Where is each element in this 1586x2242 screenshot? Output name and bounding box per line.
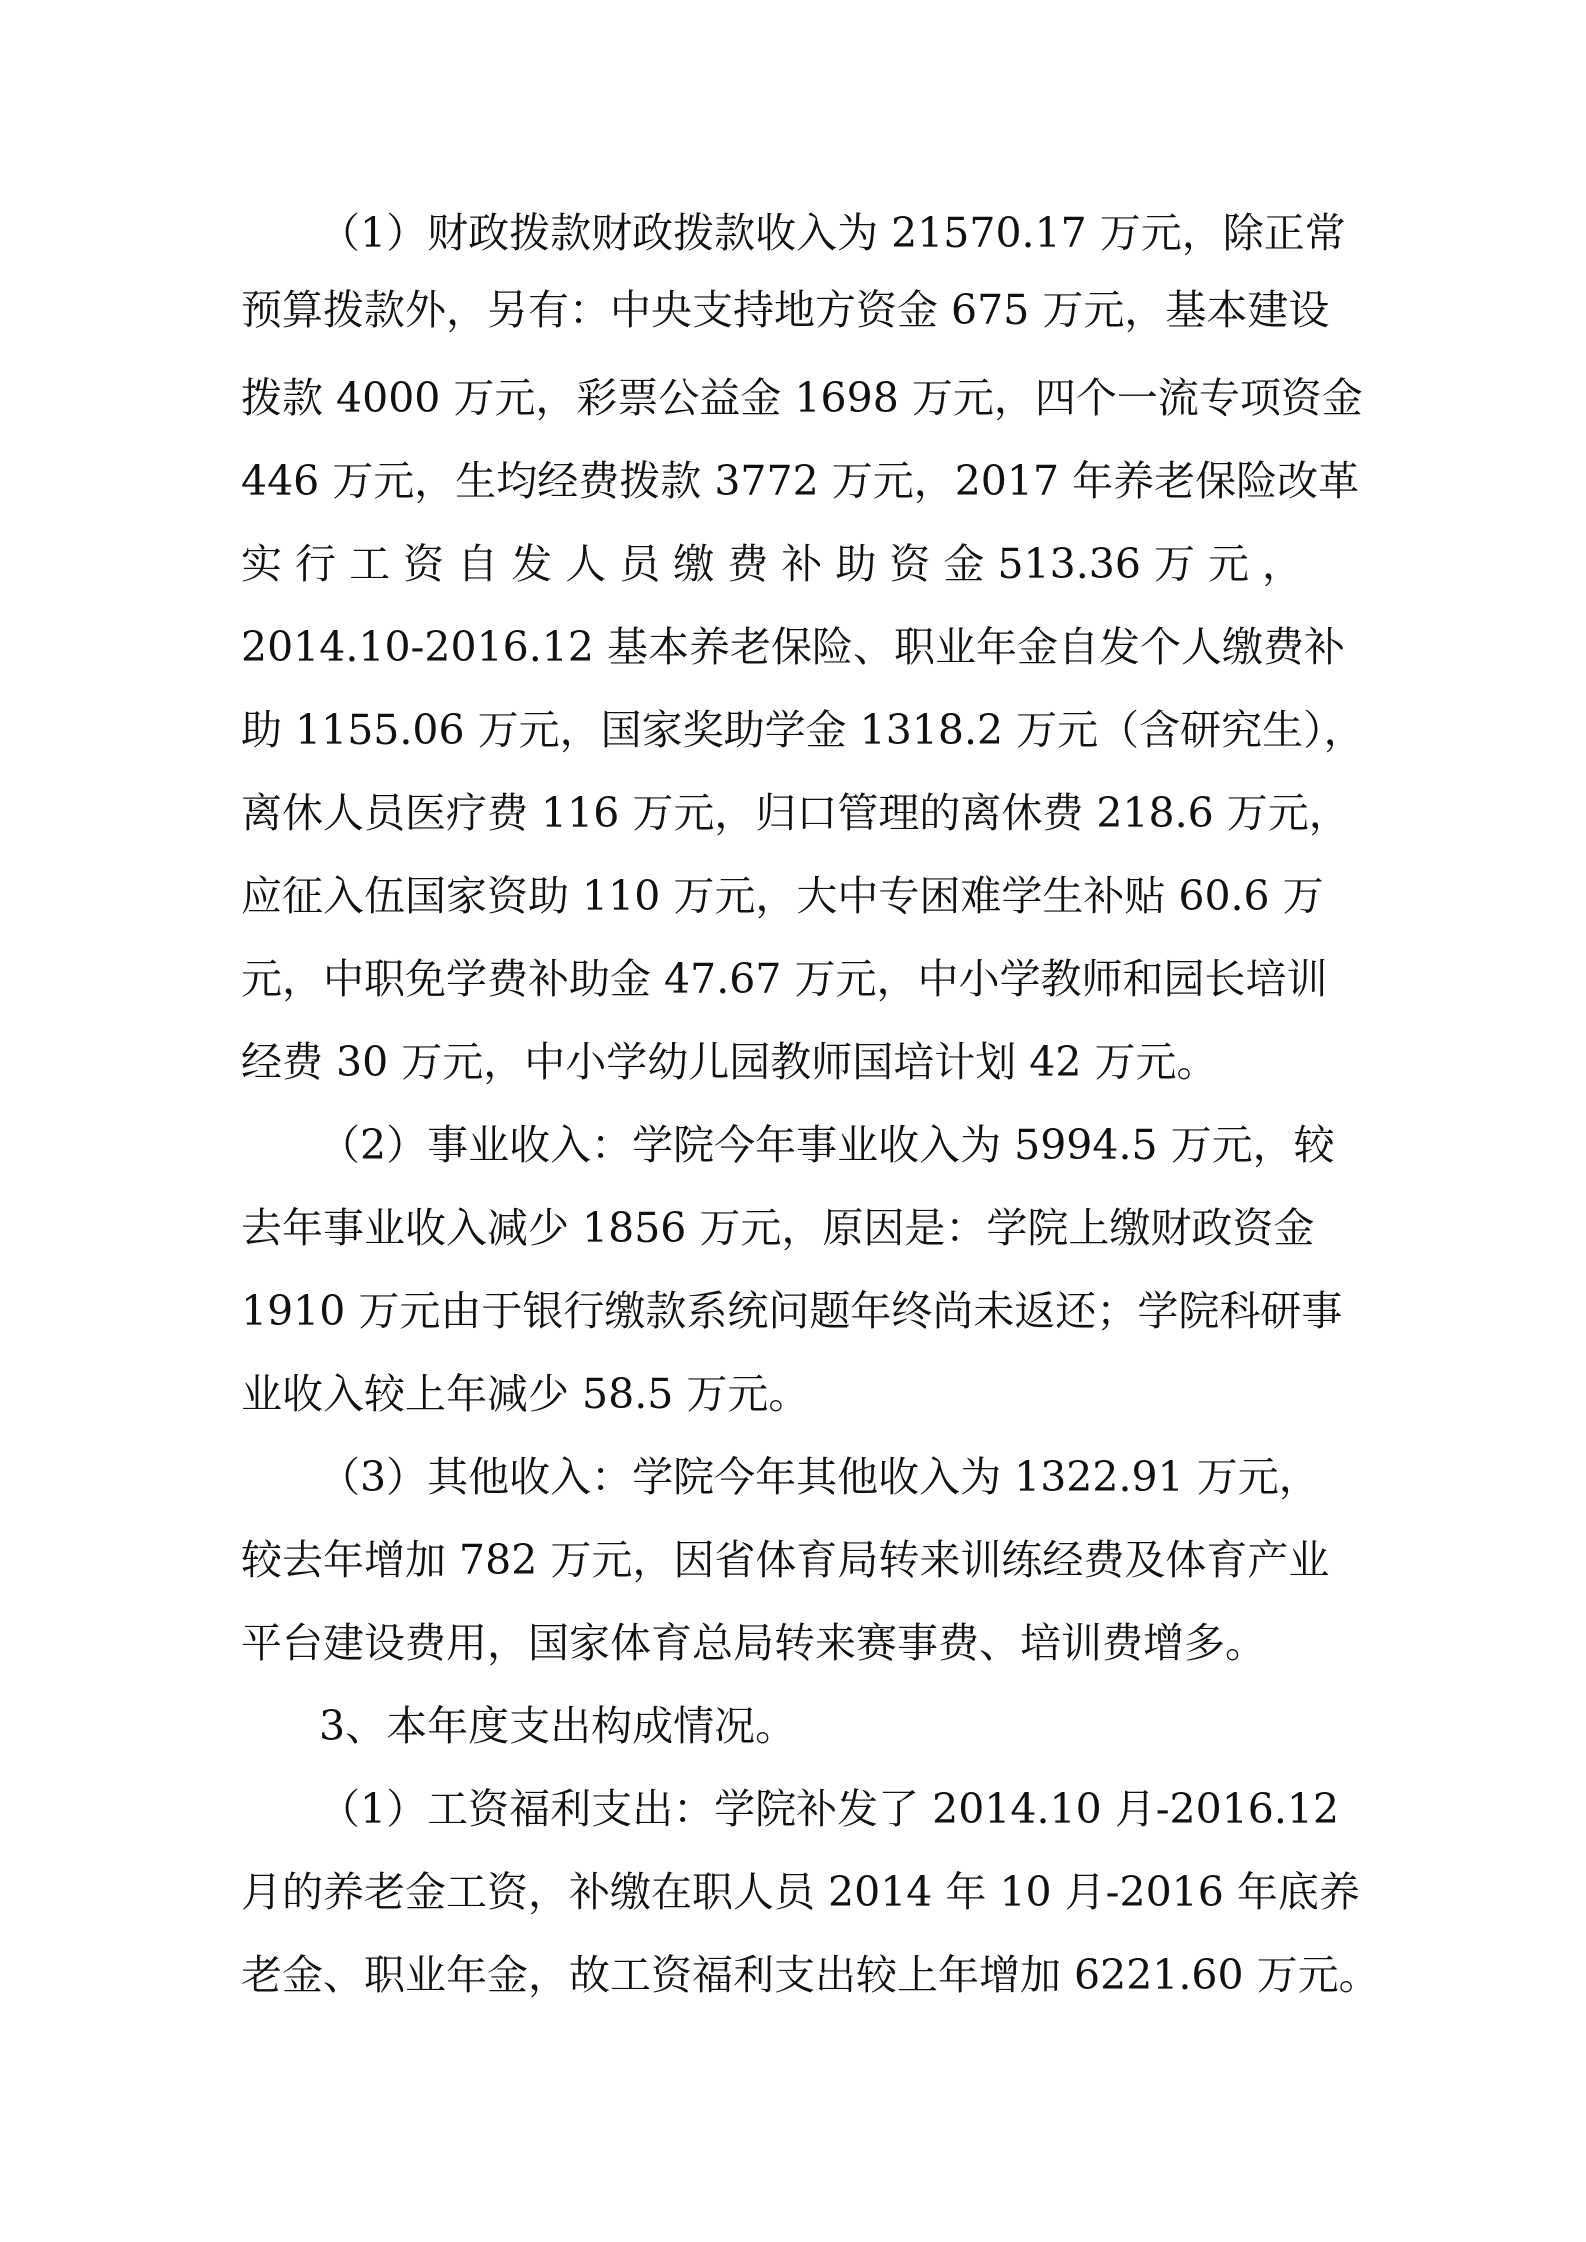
paragraph-2-line-2: 去年事业收入减少 1856 万元，原因是：学院上缴财政资金 [241,1204,1315,1252]
paragraph-1-line-9: 应征入伍国家资助 110 万元，大中专困难学生补贴 60.6 万 [241,872,1324,920]
paragraph-1-line-10: 元，中职免学费补助金 47.67 万元，中小学教师和园长培训 [241,955,1328,1003]
paragraph-1-line-3: 拨款 4000 万元，彩票公益金 1698 万元，四个一流专项资金 [241,374,1363,422]
paragraph-3-line-1: （3）其他收入：学院今年其他收入为 1322.91 万元， [319,1453,1320,1501]
paragraph-1-line-5: 实 行 工 资 自 发 人 员 缴 费 补 助 资 金 513.36 万 元 ， [241,540,1304,588]
section-heading-expenditure: 3、本年度支出构成情况。 [319,1702,797,1750]
paragraph-5-line-1: （1）工资福利支出：学院补发了 2014.10 月-2016.12 [319,1785,1340,1833]
paragraph-1-line-7: 助 1155.06 万元，国家奖助学金 1318.2 万元（含研究生）， [241,706,1365,754]
paragraph-2-line-4: 业收入较上年减少 58.5 万元。 [241,1370,810,1418]
paragraph-1-line-2: 预算拨款外，另有：中央支持地方资金 675 万元，基本建设 [241,286,1330,334]
paragraph-1-line-4: 446 万元，生均经费拨款 3772 万元，2017 年养老保险改革 [241,457,1360,505]
paragraph-3-line-2: 较去年增加 782 万元，因省体育局转来训练经费及体育产业 [241,1536,1330,1584]
paragraph-2-line-3: 1910 万元由于银行缴款系统问题年终尚未返还；学院科研事 [241,1287,1343,1335]
paragraph-3-line-3: 平台建设费用，国家体育总局转来赛事费、培训费增多。 [241,1619,1266,1667]
paragraph-1-line-11: 经费 30 万元，中小学幼儿园教师国培计划 42 万元。 [241,1038,1218,1086]
paragraph-1-line-1: （1）财政拨款财政拨款收入为 21570.17 万元，除正常 [319,209,1346,257]
paragraph-1-line-8: 离休人员医疗费 116 万元，归口管理的离休费 218.6 万元， [241,789,1350,837]
paragraph-5-line-2: 月的养老金工资，补缴在职人员 2014 年 10 月-2016 年底养 [241,1868,1360,1916]
paragraph-2-line-1: （2）事业收入：学院今年事业收入为 5994.5 万元，较 [319,1121,1335,1169]
paragraph-5-line-3: 老金、职业年金，故工资福利支出较上年增加 6221.60 万元。 [241,1951,1380,1999]
paragraph-1-line-6: 2014.10-2016.12 基本养老保险、职业年金自发个人缴费补 [241,623,1345,671]
